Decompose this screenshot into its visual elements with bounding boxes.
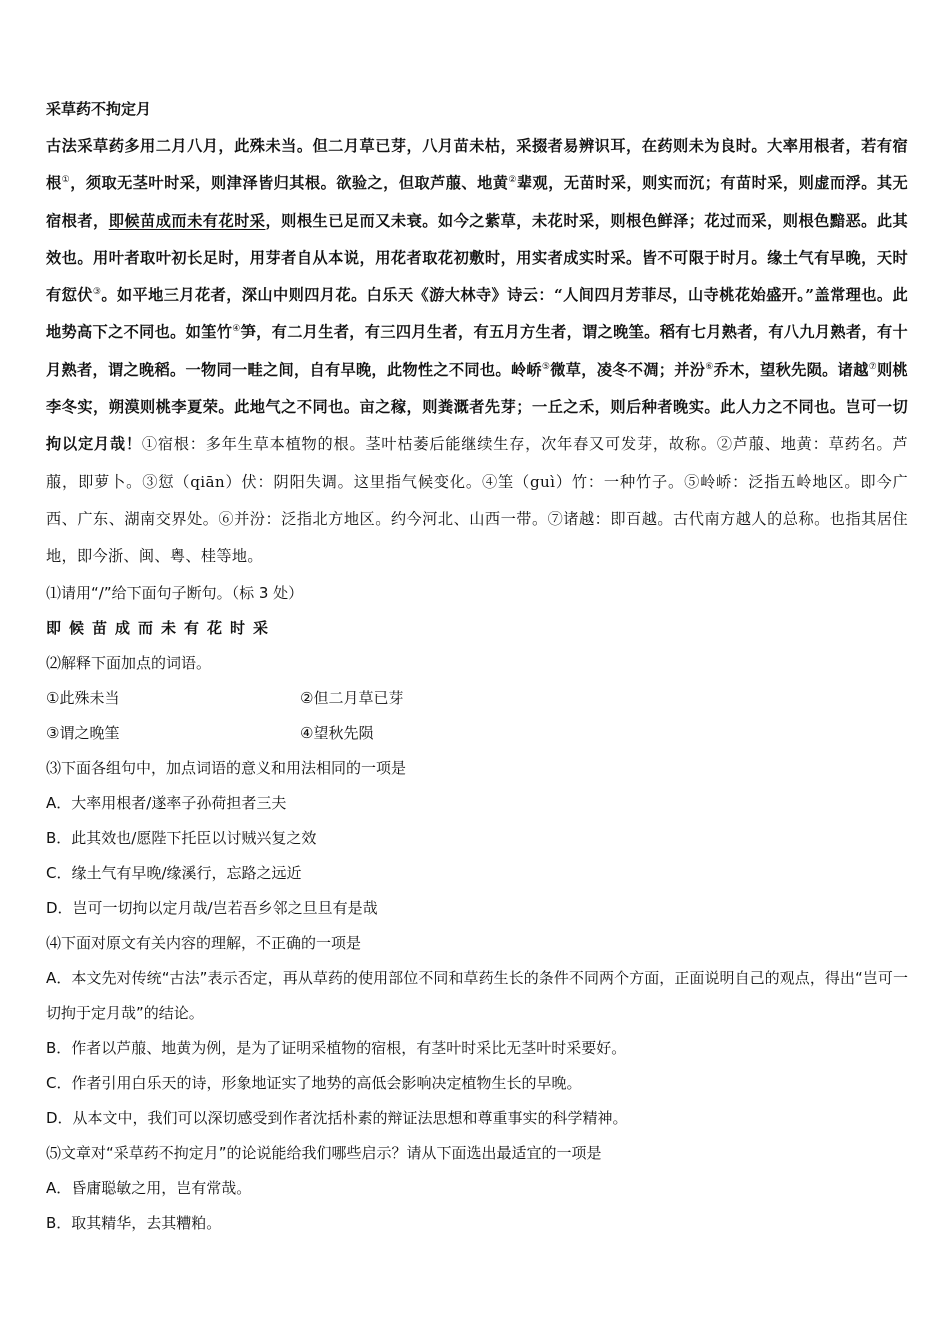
- question-5-option-b: B．取其精华，去其糟粕。: [46, 1213, 222, 1232]
- passage-text: 则桃李冬实，朔漠则桃李夏荣。此地气之不同也。亩之稼，则粪溉者先芽；一丘之禾，则后种者晚实。此人力之不同也。岂可一切拘以定月哉！: [46, 360, 909, 454]
- question-4-stem: ⑷下面对原文有关内容的理解，不正确的一项是: [46, 933, 362, 952]
- passage-text: 乔木，望秋先陨。诸越: [713, 360, 869, 379]
- passage-title: 采草药不拘定月: [46, 100, 152, 118]
- question-3-option-d: D．岂可一切拘以定月哉/岂若吾乡邻之旦旦有是哉: [46, 898, 378, 917]
- note-marker: ③: [92, 287, 102, 298]
- question-2-stem: ⑵解释下面加点的词语。: [46, 653, 212, 672]
- passage-text: 微草，凌冬不凋；并汾: [550, 360, 706, 379]
- passage-text: 。如平地三月花者，深山中则四月花。白乐天《游大林寺》诗云：“人间四月芳菲尽，山寺桃花始盛开。”盖常理也。此地势高下之不同也。如筀竹: [46, 286, 908, 342]
- annotation-notes: ①宿根：多年生草本植物的根。茎叶枯萎后能继续生存，次年春又可发芽，故称。②芦菔、地黄：草药名。芦菔，即萝卜。③愆（qiān）伏：阴阳失调。这里指气候变化。④筀（guì）竹：一种竹子。⑤岭峤：泛指五岭地区。即今广西、广东、湖南交界处。⑥并汾：泛指北方地区。约今河北、山西一带。⑦诸越：即百越。古代南方越人的总称。也指其居住地，即今浙、闽、粤、桂等地。: [46, 435, 908, 566]
- question-2-item: ③谓之晚筀: [46, 723, 120, 742]
- question-1-sentence: 即候苗成而未有花时采: [46, 618, 277, 637]
- question-3-option-a: A．大率用根者/遂率子孙荷担者三夫: [46, 793, 287, 812]
- question-3-option-c: C．缘土气有早晚/缘溪行，忘路之远近: [46, 863, 302, 882]
- note-marker: ⑥: [705, 361, 714, 372]
- document-page: [46, 96, 908, 1241]
- underlined-sentence: 即候苗成而未有花时采: [108, 211, 266, 230]
- passage-text: ，须取无茎叶时采，则津泽皆归其根。欲验之，但取芦菔、地黄: [70, 174, 509, 193]
- question-5-option-a: A．昏庸聪敏之用，岂有常哉。: [46, 1178, 252, 1197]
- question-3-option-b: B．此其效也/愿陛下托臣以讨贼兴复之效: [46, 828, 317, 847]
- question-5-stem: ⑸文章对“采草药不拘定月”的论说能给我们哪些启示？请从下面选出最适宜的一项是: [46, 1143, 602, 1162]
- note-marker: ⑦: [868, 361, 878, 372]
- note-marker: ⑤: [541, 361, 551, 372]
- question-2-item: ②但二月草已芽: [300, 688, 404, 707]
- passage-text: 古法采草药多用二月八月，此殊未当。但二月草已芽，八月苗未枯，采掇者易辨识耳，在药则未为良时。大率用根者，若有宿根: [46, 137, 908, 193]
- passage-body: [46, 128, 908, 576]
- note-marker: ④: [232, 324, 241, 335]
- question-2-item: ④望秋先陨: [300, 723, 374, 742]
- question-3-stem: ⑶下面各组句中，加点词语的意义和用法相同的一项是: [46, 758, 407, 777]
- question-2-item: ①此殊未当: [46, 688, 120, 707]
- passage-text: 笋，有二月生者，有三四月生者，有五月方生者，谓之晚筀。稻有七月熟者，有八九月熟者，有十月熟者，谓之晚稻。一物同一畦之间，自有早晚，此物性之不同也。岭峤: [46, 323, 908, 379]
- question-1-stem: ⑴请用“/”给下面句子断句。（标 3 处）: [46, 583, 304, 602]
- question-4-option-a: A．本文先对传统“古法”表示否定，再从草药的使用部位不同和草药生长的条件不同两个方面，正面说明自己的观点，得出“岂可一切拘于定月哉”的结论。: [46, 968, 908, 1022]
- note-marker: ①: [61, 175, 71, 186]
- question-2-row: [46, 681, 908, 716]
- question-4-option-c: C．作者引用白乐天的诗，形象地证实了地势的高低会影响决定植物生长的早晚。: [46, 1073, 582, 1092]
- question-4-option-b: B．作者以芦菔、地黄为例，是为了证明采植物的宿根，有茎叶时采比无茎叶时采要好。: [46, 1038, 627, 1057]
- passage-text: ，则根生已足而又未衰。如今之紫草，未花时采，则根色鲜泽；花过而采，则根色黯恶。此其效也。用叶者取叶初长足时，用芽者自从本说，用花者取花初敷时，用实者成实时采。皆不可限于时月。缘土气有早晚，天时有愆伏: [46, 211, 909, 305]
- question-2-row: [46, 716, 908, 751]
- question-4-option-d: D．从本文中，我们可以深切感受到作者沈括朴素的辩证法思想和尊重事实的科学精神。: [46, 1108, 628, 1127]
- note-marker: ②: [508, 175, 517, 186]
- passage-text: 辈观，无苗时采，则实而沉；有苗时采，则虚而浮。其无宿根者，: [46, 174, 908, 230]
